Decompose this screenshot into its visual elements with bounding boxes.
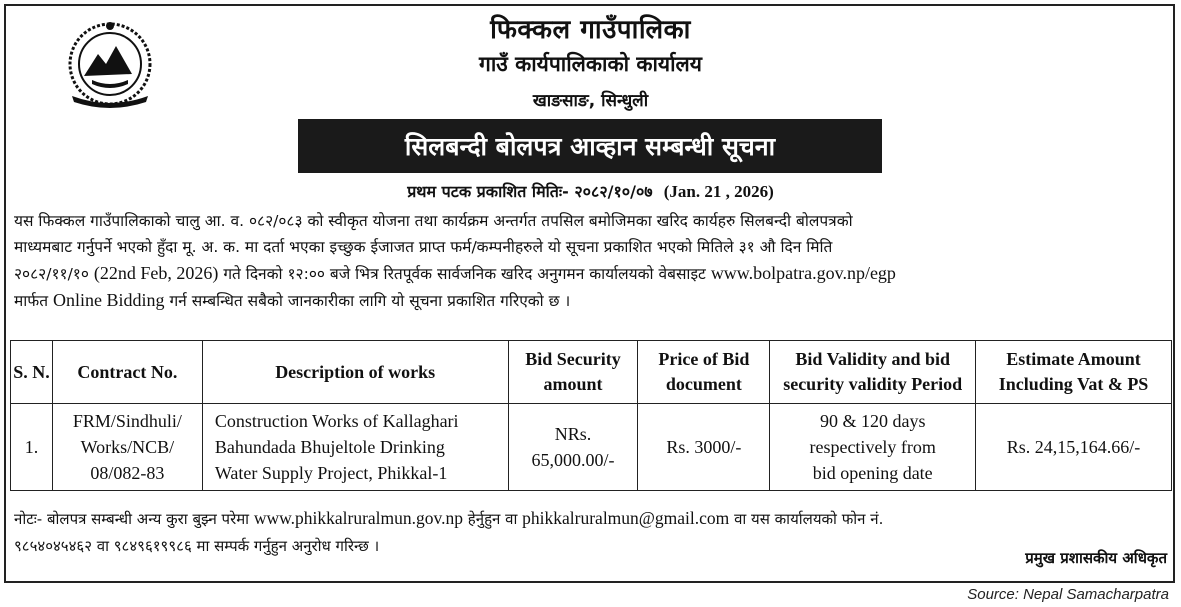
validity-line-2: respectively from: [809, 437, 936, 457]
tender-table: [10, 340, 1172, 491]
body-line-3: [14, 260, 1168, 287]
note-prefix: नोटः- बोलपत्र सम्बन्धी अन्य कुरा बुझ्न परेमा: [14, 510, 250, 528]
municipality-website-link[interactable]: www.phikkalruralmun.gov.np: [253, 508, 464, 528]
header-sn: S. N.: [11, 341, 53, 404]
cell-sn: 1.: [11, 404, 53, 491]
signature-title: प्रमुख प्रशासकीय अधिकृत: [1025, 549, 1167, 567]
description-line-2: Bahundada Bhujeltole Drinking: [214, 437, 445, 457]
cell-description: [202, 404, 508, 491]
deadline-date-bs: २०८२/११/१०: [14, 265, 89, 283]
source-credit: Source: Nepal Samacharpatra: [967, 586, 1169, 603]
notice-title-banner: [298, 119, 882, 173]
body-line-2: माध्यमबाट गर्नुपर्ने भएको हुँदा मू. अ. क. मा दर्ता भएका इच्छुक ईजाजत प्राप्त फर्म/कम्पनीहरुले यो सूचना प्रकाशित भएको मितिले ३१ औ दिन मिति: [14, 238, 833, 256]
deadline-date-ad: (22nd Feb, 2026): [93, 263, 219, 283]
contract-line-2: Works/NCB/: [80, 437, 175, 457]
cell-bid-security: [508, 404, 638, 491]
note-line-2: ९८५४०४५४६२ वा ९८४९६१९९८६ मा सम्पर्क गर्नुहुन अनुरोध गरिन्छ ।: [14, 537, 380, 555]
validity-line-1: 90 & 120 days: [819, 411, 926, 431]
note-line-1: [14, 505, 1168, 533]
header-estimate: Estimate Amount Including Vat & PS: [976, 341, 1172, 404]
body-line-1: यस फिक्कल गाउँपालिकाको चालु आ. व. ०८२/०८३ को स्वीकृत योजना तथा कार्यक्रम अन्तर्गत तपसिल बमोजिमका खरिद कार्यहरु सिलबन्दी बोलपत्रको: [14, 212, 853, 230]
contract-line-3: 08/082-83: [90, 463, 165, 483]
online-bidding-text: Online Bidding: [53, 290, 165, 310]
description-line-3: Water Supply Project, Phikkal-1: [214, 463, 448, 483]
body-line-4-prefix: मार्फत: [14, 292, 49, 310]
table-header-row: [11, 341, 1172, 404]
office-name: गाउँ कार्यपालिकाको कार्यालय: [479, 52, 702, 76]
table-row: [11, 404, 1172, 491]
header-price: Price of Bid document: [638, 341, 770, 404]
publication-date-line: [0, 180, 1181, 202]
cell-validity: [770, 404, 976, 491]
note-section: [14, 505, 1168, 560]
publication-label: प्रथम पटक प्रकाशित मितिः-: [407, 182, 569, 201]
note-text-2: वा यस कार्यालयको फोन नं.: [734, 510, 884, 528]
cell-price: Rs. 3000/-: [638, 404, 770, 491]
header-description: Description of works: [202, 341, 508, 404]
contract-line-1: FRM/Sindhuli/: [72, 411, 182, 431]
notice-body: [14, 208, 1168, 314]
cell-estimate: Rs. 24,15,164.66/-: [976, 404, 1172, 491]
security-line-2: 65,000.00/-: [531, 450, 615, 470]
header-contract-no: Contract No.: [52, 341, 202, 404]
cell-contract-no: [52, 404, 202, 491]
notice-title: सिलबन्दी बोलपत्र आव्हान सम्बन्धी सूचना: [404, 132, 776, 161]
body-line-4-text: गर्न सम्बन्धित सबैको जानकारीका लागि यो सूचना प्रकाशित गरिएको छ ।: [169, 292, 571, 310]
body-line-4: [14, 287, 1168, 314]
header-bid-security: Bid Security amount: [508, 341, 638, 404]
municipality-name: फिक्कल गाउँपालिका: [490, 15, 691, 45]
body-line-3-text: गते दिनको १२:०० बजे भित्र रितपूर्वक सार्वजनिक खरिद अनुगमन कार्यालयको वेबसाइट: [223, 265, 706, 283]
publication-date-bs: २०८२/१०/०७: [574, 182, 653, 201]
municipality-email-link[interactable]: phikkalruralmun@gmail.com: [522, 508, 730, 528]
office-location: खाङसाङ, सिन्धुली: [532, 91, 649, 111]
bolpatra-website-link[interactable]: www.bolpatra.gov.np/egp: [710, 263, 896, 283]
header-validity: Bid Validity and bid security validity Period: [770, 341, 976, 404]
description-line-1: Construction Works of Kallaghari: [214, 411, 459, 431]
security-line-1: NRs.: [554, 424, 592, 444]
validity-line-3: bid opening date: [812, 463, 933, 483]
publication-date-ad: (Jan. 21 , 2026): [663, 182, 774, 201]
note-text-1: हेर्नुहुन वा: [467, 510, 518, 528]
